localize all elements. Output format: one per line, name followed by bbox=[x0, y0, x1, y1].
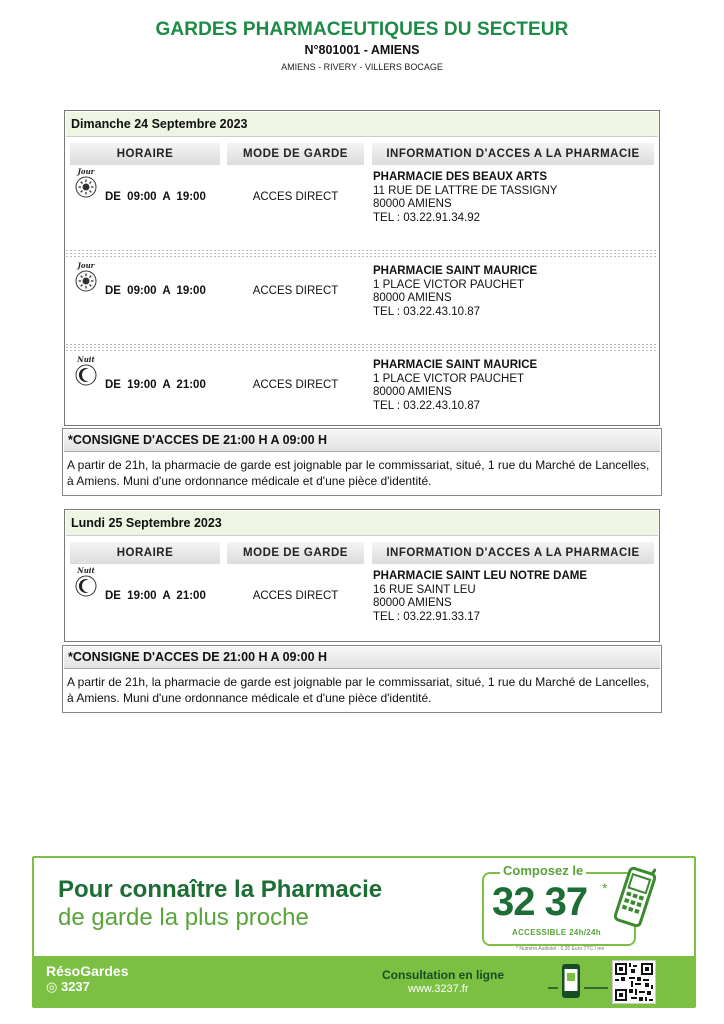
pharmacy-city: 80000 AMIENS bbox=[373, 597, 452, 609]
pharmacy-tel: TEL : 03.22.91.33.17 bbox=[373, 610, 480, 623]
website-link[interactable]: www.3237.fr bbox=[408, 983, 469, 995]
pharmacy-city: 80000 AMIENS bbox=[373, 198, 452, 210]
day-block-2 bbox=[64, 509, 660, 642]
day-date: Lundi 25 Septembre 2023 bbox=[66, 511, 658, 536]
pharmacy-address: 1 PLACE VICTOR PAUCHET bbox=[373, 372, 525, 385]
instructions-title: *CONSIGNE D'ACCES DE 21:00 H A 09:00 H bbox=[64, 430, 660, 452]
instructions-text: A partir de 21h, la pharmacie de garde est joignable par le commissariat, situé, 1 rue du Marché de Lancelles, à Amiens. Muni d'une ordonnance médicale et d'une pièce d'identité. bbox=[67, 458, 650, 488]
pharmacy-address: 1 PLACE VICTOR PAUCHET bbox=[373, 278, 525, 291]
pharmacy-name: PHARMACIE SAINT MAURICE bbox=[373, 359, 538, 371]
pharmacy-city: 80000 AMIENS bbox=[373, 292, 452, 304]
pharmacy-name: PHARMACIE SAINT MAURICE bbox=[373, 265, 538, 277]
column-header-info: INFORMATION D'ACCES A LA PHARMACIE bbox=[372, 143, 654, 165]
duty-hours: DE 09:00 A 19:00 bbox=[105, 285, 206, 297]
mobile-phone-icon bbox=[614, 864, 656, 930]
duty-row bbox=[65, 353, 659, 435]
fine-print: * Numéro Audiotel : 0.35 Euro TTC / mn bbox=[516, 946, 605, 952]
access-instructions bbox=[62, 428, 662, 496]
pharmacy-address: 16 RUE SAINT LEU bbox=[373, 583, 476, 596]
page-title: GARDES PHARMACEUTIQUES DU SECTEUR bbox=[155, 19, 569, 40]
column-header-horaire: HORAIRE bbox=[70, 143, 220, 165]
column-headers bbox=[65, 143, 659, 165]
column-header-mode: MODE DE GARDE bbox=[227, 542, 364, 564]
consultation-label: Consultation en ligne bbox=[382, 968, 504, 982]
column-header-mode: MODE DE GARDE bbox=[227, 143, 364, 165]
day-block-1 bbox=[64, 110, 660, 426]
pharmacy-city: 80000 AMIENS bbox=[373, 386, 452, 398]
duty-mode: ACCES DIRECT bbox=[252, 285, 339, 297]
sector-area: AMIENS - RIVERY - VILLERS BOCAGE bbox=[281, 62, 443, 72]
compose-label: Composez le bbox=[500, 863, 586, 878]
pharmacy-info bbox=[373, 171, 557, 225]
row-separator bbox=[66, 247, 658, 259]
column-header-info: INFORMATION D'ACCES A LA PHARMACIE bbox=[372, 542, 654, 564]
column-headers bbox=[65, 542, 659, 564]
pharmacy-tel: TEL : 03.22.43.10.87 bbox=[373, 399, 480, 412]
banner-footer bbox=[34, 956, 694, 1006]
pharmacy-name: PHARMACIE SAINT LEU NOTRE DAME bbox=[373, 570, 588, 582]
pharmacy-tel: TEL : 03.22.91.34.92 bbox=[373, 211, 480, 224]
duty-row bbox=[65, 259, 659, 341]
row-separator bbox=[66, 341, 658, 353]
phone-number-star: * bbox=[602, 880, 608, 896]
instructions-text: A partir de 21h, la pharmacie de garde est joignable par le commissariat, situé, 1 rue du Marché de Lancelles, à Amiens. Muni d'une ordonnance médicale et d'une pièce d'identité. bbox=[67, 675, 650, 705]
duty-hours: DE 09:00 A 19:00 bbox=[105, 191, 206, 203]
sun-icon: Jour bbox=[72, 261, 100, 297]
resogardes-logo: RésoGardes ◎ 3237 bbox=[46, 963, 129, 994]
smartphone-icon bbox=[548, 960, 608, 1002]
moon-icon: Nuit bbox=[72, 355, 100, 391]
duty-hours: DE 19:00 A 21:00 bbox=[105, 379, 206, 391]
accessible-label: ACCESSIBLE 24h/24h bbox=[512, 928, 601, 937]
moon-icon: Nuit bbox=[72, 566, 100, 602]
sector-subtitle: N°801001 - AMIENS bbox=[304, 43, 420, 57]
instructions-title: *CONSIGNE D'ACCES DE 21:00 H A 09:00 H bbox=[64, 647, 660, 669]
qr-code bbox=[612, 960, 656, 1004]
duty-mode: ACCES DIRECT bbox=[252, 590, 339, 602]
pharmacy-tel: TEL : 03.22.43.10.87 bbox=[373, 305, 480, 318]
phone-number: 32 37 bbox=[492, 880, 588, 924]
pharmacy-address: 11 RUE DE LATTRE DE TASSIGNY bbox=[373, 184, 558, 197]
pharmacy-info bbox=[373, 265, 537, 319]
sun-icon: Jour bbox=[72, 167, 100, 203]
pharmacy-info bbox=[373, 359, 537, 413]
banner-subheadline: de garde la plus proche bbox=[58, 904, 309, 931]
access-instructions bbox=[62, 645, 662, 713]
duty-mode: ACCES DIRECT bbox=[252, 191, 339, 203]
promo-banner bbox=[32, 856, 696, 1008]
column-header-horaire: HORAIRE bbox=[70, 542, 220, 564]
duty-row bbox=[65, 564, 659, 646]
duty-mode: ACCES DIRECT bbox=[252, 379, 339, 391]
day-date: Dimanche 24 Septembre 2023 bbox=[66, 112, 658, 137]
pharmacy-info bbox=[373, 570, 587, 624]
duty-hours: DE 19:00 A 21:00 bbox=[105, 590, 206, 602]
duty-row bbox=[65, 165, 659, 247]
banner-headline: Pour connaître la Pharmacie bbox=[58, 876, 383, 903]
pharmacy-name: PHARMACIE DES BEAUX ARTS bbox=[373, 171, 548, 183]
